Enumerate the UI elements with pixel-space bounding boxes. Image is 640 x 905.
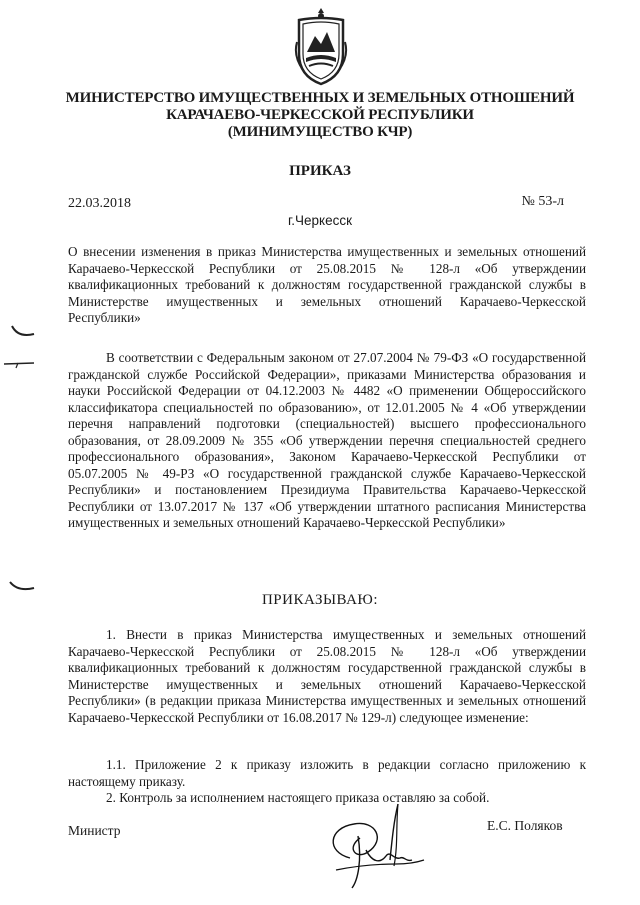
order-date: 22.03.2018: [68, 196, 131, 211]
order-subject: О внесении изменения в приказ Министерства имущественных и земельных отношений Карачаево-Черкесской Республики от 25.08.2015 № 128-л «Об утверждении квалификационных требований к должностям государственной гражданской службы в Министерстве имущественных и земельных отношений Карачаево-Черкесской Республики»: [68, 244, 586, 325]
scan-mark: [0, 322, 40, 342]
document-type-title: ПРИКАЗ: [289, 163, 351, 179]
order-number: № 53-л: [521, 194, 564, 209]
scan-mark: [0, 578, 40, 596]
ministry-name-line2: КАРАЧАЕВО-ЧЕРКЕССКОЙ РЕСПУБЛИКИ: [166, 107, 474, 123]
signature-icon: [306, 800, 446, 892]
ministry-name-line1: МИНИСТЕРСТВО ИМУЩЕСТВЕННЫХ И ЗЕМЕЛЬНЫХ ОТНОШЕНИЙ: [65, 90, 575, 106]
order-item-1-1: 1.1. Приложение 2 к приказу изложить в редакции согласно приложению к настоящему приказу.: [68, 757, 586, 789]
signatory-title: Министр: [68, 823, 121, 838]
order-item-1: 1. Внести в приказ Министерства имущественных и земельных отношений Карачаево-Черкесской Республики от 25.08.2015 № 128-л «Об утверждении квалификационных требований к должностям государственной гражданской службы в Министерстве имущественных и земельных отношений Карачаево-Черкесской Республики» (в редакции приказа Министерства имущественных и земельных отношений Карачаево-Черкесской Республики от 16.08.2017 № 129-л) следующее изменение:: [68, 627, 586, 725]
decree-heading: ПРИКАЗЫВАЮ:: [261, 592, 379, 608]
scan-mark: [0, 358, 40, 370]
signatory-name: Е.С. Поляков: [487, 818, 563, 833]
ministry-name: [60, 90, 580, 141]
coat-of-arms-icon: [293, 6, 349, 88]
ministry-name-line3: (МИНИМУЩЕСТВО КЧР): [227, 124, 413, 140]
order-item-2: 2. Контроль за исполнением настоящего приказа оставляю за собой.: [106, 790, 490, 805]
order-city: г.Черкесск: [287, 213, 352, 228]
order-preamble: В соответствии с Федеральным законом от 27.07.2004 № 79-ФЗ «О государственной гражданской службе Российской Федерации», приказами Министерства образования и науки Российской Федерации от 04.12.2003 № 4482 «О применении Общероссийского классификатора специальностей по образованию», от 12.01.2005 № 4 «Об утверждении перечня направлений подготовки (специальностей) высшего профессионального образования, от 28.09.2009 № 355 «Об утверждении перечня специальностей среднего профессионального образования», Законом Карачаево-Черкесской Республики от 05.07.2005 № 49-РЗ «О государственной гражданской службе Карачаево-Черкесской Республики» и постановлением Президиума Правительства Карачаево-Черкесской Республики от 13.07.2017 № 137 «Об утверждении штатного расписания Министерства имущественных и земельных отношений Карачаево-Черкесской Республики»: [68, 350, 586, 530]
